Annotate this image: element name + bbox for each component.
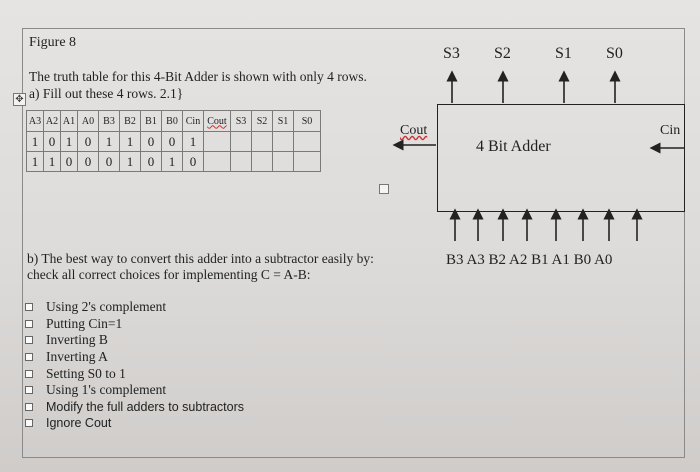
figure-caption: Figure 8 <box>29 35 77 50</box>
input-label-a1: A1 <box>551 252 570 268</box>
question-b <box>27 251 374 283</box>
table-cell[interactable]: 1 <box>120 132 141 152</box>
choice-label: Ignore Cout <box>46 416 112 431</box>
table-cell[interactable]: 0 <box>99 152 120 172</box>
list-item[interactable] <box>25 365 244 382</box>
cin-label: Cin <box>660 123 681 138</box>
operand-input-arrows <box>455 214 637 241</box>
choice-label: Putting Cin=1 <box>46 315 123 331</box>
header-b3: B3 <box>99 111 120 132</box>
header-a0: A0 <box>78 111 99 132</box>
table-cell[interactable]: 1 <box>44 152 61 172</box>
output-label-s1: S1 <box>555 45 572 62</box>
question-b-line-1: b) The best way to convert this adder into a subtractor easily by: <box>27 251 374 266</box>
header-a2: A2 <box>44 111 61 132</box>
input-label-a2: A2 <box>509 252 528 268</box>
table-cell[interactable]: 0 <box>162 132 183 152</box>
header-s0: S0 <box>294 111 321 132</box>
table-cell[interactable]: 1 <box>183 132 204 152</box>
output-label-s3: S3 <box>443 45 460 62</box>
table-cell[interactable]: 0 <box>78 152 99 172</box>
checkbox[interactable] <box>25 370 33 378</box>
input-label-b3: B3 <box>446 252 464 268</box>
input-label-a3: A3 <box>466 252 485 268</box>
sum-output-arrows <box>452 76 615 103</box>
table-cell[interactable]: 0 <box>61 152 78 172</box>
intro-line-1: The truth table for this 4-Bit Adder is shown with only 4 rows. <box>29 69 367 84</box>
list-item[interactable] <box>25 399 244 416</box>
adder-title: 4 Bit Adder <box>476 138 551 155</box>
list-item[interactable] <box>25 349 244 366</box>
header-cin: Cin <box>183 111 204 132</box>
header-a1: A1 <box>61 111 78 132</box>
header-s3: S3 <box>231 111 252 132</box>
choice-label: Inverting B <box>46 332 108 348</box>
intro-line-2: a) Fill out these 4 rows. 2.1} <box>29 86 184 101</box>
table-move-icon[interactable]: ✥ <box>13 93 26 106</box>
choice-label: Using 2's complement <box>46 299 167 315</box>
header-a3: A3 <box>27 111 44 132</box>
output-label-s0: S0 <box>606 45 623 62</box>
header-b1: B1 <box>141 111 162 132</box>
list-item[interactable] <box>25 299 244 316</box>
adder-block <box>437 104 685 212</box>
checkbox[interactable] <box>25 386 33 394</box>
checkbox[interactable] <box>25 419 33 427</box>
input-label-b2: B2 <box>488 252 507 268</box>
checkbox[interactable] <box>25 320 33 328</box>
choice-label: Using 1's complement <box>46 382 167 398</box>
checkbox[interactable] <box>25 303 33 311</box>
list-item[interactable] <box>25 316 244 333</box>
choice-list <box>25 299 244 432</box>
choice-label: Modify the full adders to subtractors <box>46 399 245 414</box>
input-label-b0: B0 <box>573 252 592 268</box>
table-cell[interactable]: 0 <box>183 152 204 172</box>
cout-label: Cout <box>400 123 428 138</box>
list-item[interactable] <box>25 415 244 432</box>
input-bus-labels <box>446 252 612 269</box>
table-cell[interactable]: 1 <box>27 152 44 172</box>
table-cell[interactable]: 1 <box>61 132 78 152</box>
header-s2: S2 <box>252 111 273 132</box>
header-b0: B0 <box>162 111 183 132</box>
table-cell[interactable]: 0 <box>141 132 162 152</box>
header-b2: B2 <box>120 111 141 132</box>
table-cell[interactable]: 0 <box>141 152 162 172</box>
checkbox[interactable] <box>25 336 33 344</box>
choice-label: Setting S0 to 1 <box>46 365 126 381</box>
input-label-a0: A0 <box>594 252 613 268</box>
table-cell[interactable]: 1 <box>27 132 44 152</box>
header-cout: Cout <box>204 111 231 132</box>
choice-label: Inverting A <box>46 349 108 365</box>
table-cell[interactable]: 1 <box>120 152 141 172</box>
header-s1: S1 <box>273 111 294 132</box>
list-item[interactable] <box>25 382 244 399</box>
table-cell[interactable]: 0 <box>44 132 61 152</box>
output-label-s2: S2 <box>494 45 511 62</box>
table-cell[interactable]: 1 <box>162 152 183 172</box>
table-cell[interactable]: 0 <box>78 132 99 152</box>
checkbox[interactable] <box>25 403 33 411</box>
table-cell[interactable]: 1 <box>99 132 120 152</box>
checkbox[interactable] <box>25 353 33 361</box>
question-b-line-2: check all correct choices for implementing C = A-B: <box>27 267 311 282</box>
list-item[interactable] <box>25 332 244 349</box>
input-label-b1: B1 <box>531 252 549 268</box>
